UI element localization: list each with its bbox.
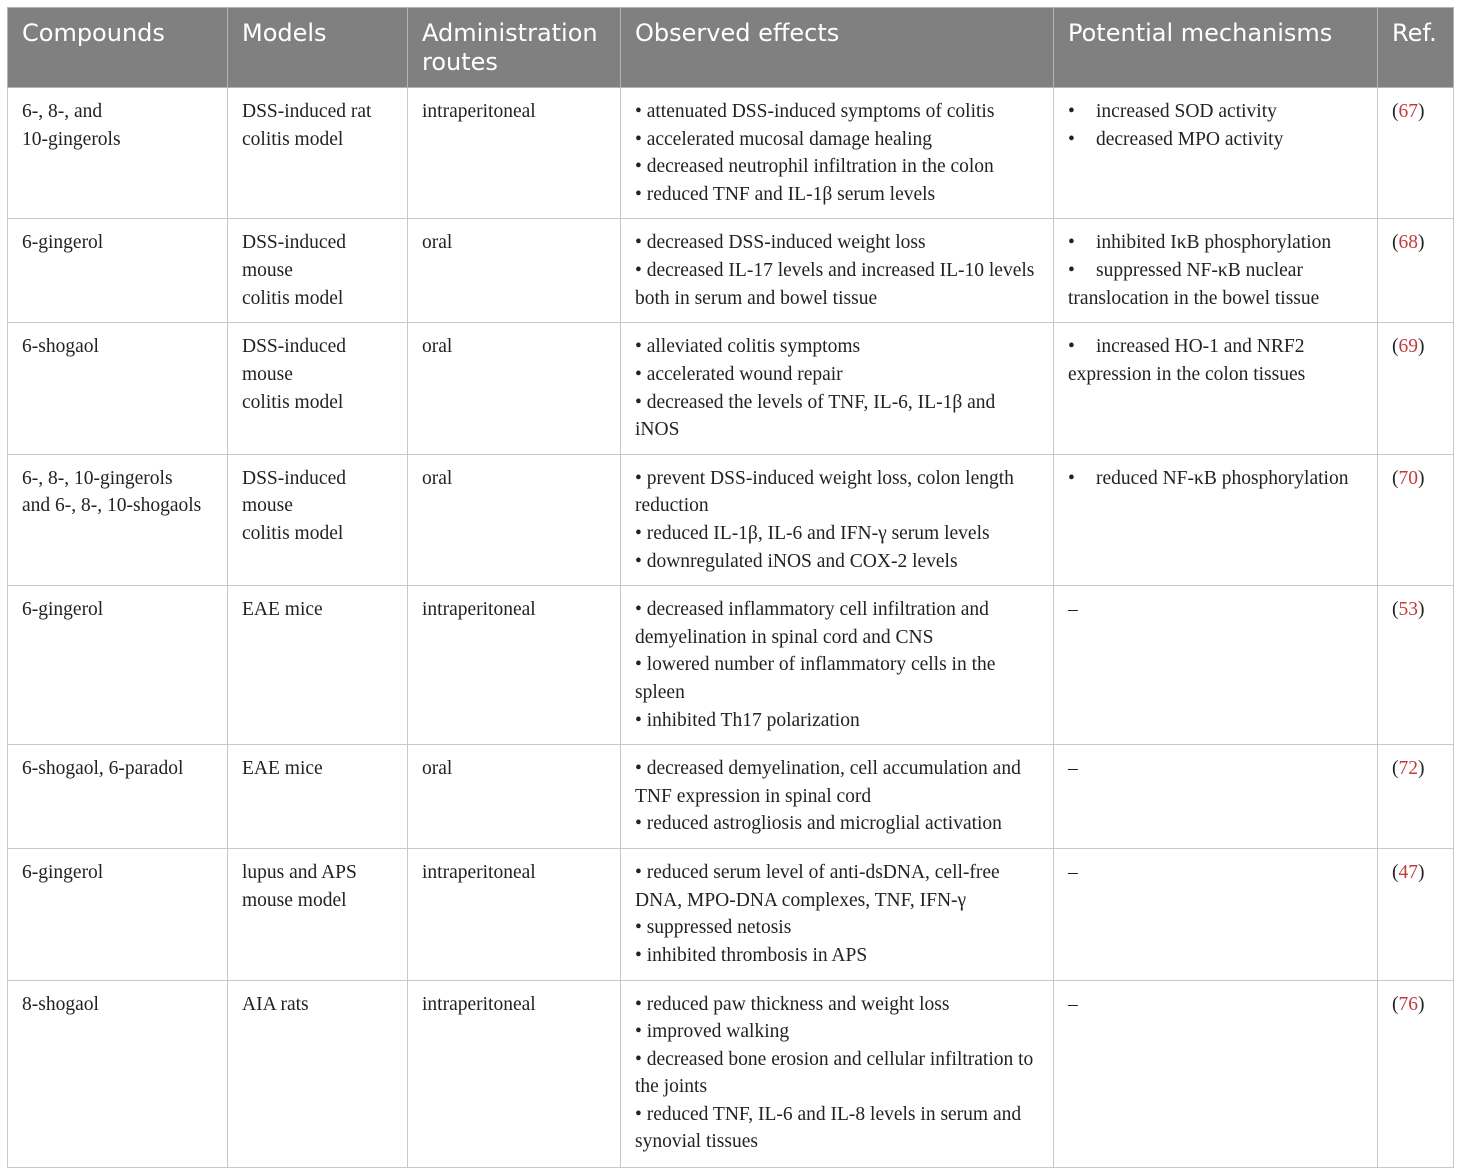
ref-cell — [1378, 980, 1454, 1167]
mechanism-item: • reduced NF-κB phosphorylation — [1068, 465, 1363, 493]
effects-cell — [621, 849, 1054, 980]
header-compounds: Compounds — [8, 8, 228, 88]
effect-item: • suppressed netosis — [635, 914, 1039, 942]
model-cell — [228, 745, 408, 849]
table-row — [8, 586, 1454, 745]
ref-citation: (76) — [1392, 993, 1425, 1015]
compound-text: 6-gingerol — [22, 232, 104, 254]
route-text: intraperitoneal — [422, 862, 536, 884]
effect-item: • reduced astrogliosis and microglial activation — [635, 810, 1039, 838]
model-cell — [228, 849, 408, 980]
ref-cell — [1378, 323, 1454, 454]
compound-cell — [8, 88, 228, 219]
mechanisms-cell — [1054, 323, 1378, 454]
effect-item: • accelerated mucosal damage healing — [635, 126, 1039, 154]
header-ref: Ref. — [1378, 8, 1454, 88]
ref-link[interactable]: 67 — [1398, 101, 1418, 122]
ref-cell — [1378, 849, 1454, 980]
compound-text: 6-shogaol, 6-paradol — [22, 758, 184, 780]
ref-cell — [1378, 745, 1454, 849]
mechanisms-cell — [1054, 219, 1378, 323]
ref-cell — [1378, 454, 1454, 585]
effect-item: • decreased inflammatory cell infiltration and demyelination in spinal cord and CNS — [635, 596, 1039, 651]
effects-cell — [621, 323, 1054, 454]
route-text: intraperitoneal — [422, 993, 536, 1015]
model-text: mouse — [242, 363, 293, 385]
compound-cell — [8, 323, 228, 454]
effect-item: • reduced TNF and IL-1β serum levels — [635, 181, 1039, 209]
model-cell — [228, 586, 408, 745]
ref-link[interactable]: 69 — [1398, 336, 1418, 358]
compound-text: 10-gingerols — [22, 128, 121, 150]
model-cell — [228, 323, 408, 454]
compound-text: 6-, 8-, and — [22, 101, 103, 122]
model-text: mouse — [242, 259, 293, 281]
header-models: Models — [228, 8, 408, 88]
ref-cell — [1378, 586, 1454, 745]
table-row — [8, 88, 1454, 219]
ref-cell — [1378, 219, 1454, 323]
ref-link[interactable]: 72 — [1398, 758, 1418, 780]
mechanism-dash: – — [1068, 599, 1078, 621]
effect-item: • decreased the levels of TNF, IL-6, IL-1β and iNOS — [635, 389, 1039, 444]
effect-item: • decreased demyelination, cell accumulation and TNF expression in spinal cord — [635, 755, 1039, 810]
route-cell — [408, 745, 621, 849]
mechanism-item: • increased HO-1 and NRF2 expression in the colon tissues — [1068, 333, 1363, 388]
effects-cell — [621, 219, 1054, 323]
ref-citation: (67) — [1392, 101, 1425, 122]
mechanisms-cell — [1054, 980, 1378, 1167]
table-row — [8, 219, 1454, 323]
mechanism-dash: – — [1068, 758, 1078, 780]
effect-item: • downregulated iNOS and COX-2 levels — [635, 548, 1039, 576]
ref-citation: (53) — [1392, 599, 1425, 621]
header-row — [8, 8, 1454, 88]
ref-citation: (69) — [1392, 336, 1425, 358]
compound-text: and 6-, 8-, 10-shogaols — [22, 495, 202, 517]
effect-item: • reduced serum level of anti-dsDNA, cell-free DNA, MPO-DNA complexes, TNF, IFN-γ — [635, 859, 1039, 914]
effect-item: • attenuated DSS-induced symptoms of colitis — [635, 98, 1039, 126]
compound-text: 6-shogaol — [22, 336, 99, 358]
model-text: lupus and APS — [242, 862, 357, 884]
ref-link[interactable]: 70 — [1398, 467, 1418, 489]
effect-item: • inhibited Th17 polarization — [635, 707, 1039, 735]
route-text: oral — [422, 758, 453, 780]
header-administration-routes: Administration routes — [408, 8, 621, 88]
effects-cell — [621, 745, 1054, 849]
route-text: oral — [422, 232, 453, 254]
model-text: EAE mice — [242, 599, 323, 621]
effect-item: • decreased IL-17 levels and increased IL-10 levels both in serum and bowel tissue — [635, 257, 1039, 312]
mechanism-item: • increased SOD activity — [1068, 98, 1363, 126]
route-text: intraperitoneal — [422, 599, 536, 621]
ref-link[interactable]: 47 — [1398, 862, 1418, 884]
compound-cell — [8, 219, 228, 323]
model-text: mouse — [242, 495, 293, 517]
model-text: AIA rats — [242, 993, 309, 1015]
model-text: DSS-induced — [242, 467, 346, 489]
effect-item: • reduced TNF, IL-6 and IL-8 levels in serum and synovial tissues — [635, 1101, 1039, 1156]
ref-citation: (47) — [1392, 862, 1425, 884]
effect-item: • inhibited thrombosis in APS — [635, 942, 1039, 970]
effect-item: • decreased DSS-induced weight loss — [635, 229, 1039, 257]
route-cell — [408, 454, 621, 585]
compound-cell — [8, 849, 228, 980]
compound-cell — [8, 980, 228, 1167]
effect-item: • reduced IL-1β, IL-6 and IFN-γ serum levels — [635, 520, 1039, 548]
effect-item: • decreased bone erosion and cellular infiltration to the joints — [635, 1046, 1039, 1101]
table-row — [8, 454, 1454, 585]
ref-cell — [1378, 88, 1454, 219]
effect-item: • reduced paw thickness and weight loss — [635, 991, 1039, 1019]
model-cell — [228, 88, 408, 219]
ref-citation: (72) — [1392, 758, 1425, 780]
model-text: DSS-induced rat — [242, 101, 372, 122]
compound-text: 6-gingerol — [22, 862, 104, 884]
ref-citation: (70) — [1392, 467, 1425, 489]
mechanisms-cell — [1054, 88, 1378, 219]
compound-text: 6-gingerol — [22, 599, 104, 621]
route-cell — [408, 980, 621, 1167]
model-text: colitis model — [242, 522, 344, 544]
effect-item: • decreased neutrophil infiltration in the colon — [635, 153, 1039, 181]
effects-cell — [621, 88, 1054, 219]
effect-item: • accelerated wound repair — [635, 361, 1039, 389]
effect-item: • alleviated colitis symptoms — [635, 333, 1039, 361]
compound-cell — [8, 745, 228, 849]
model-text: EAE mice — [242, 758, 323, 780]
table-row — [8, 980, 1454, 1167]
compound-text: 8-shogaol — [22, 993, 99, 1015]
route-cell — [408, 586, 621, 745]
ref-link[interactable]: 76 — [1398, 993, 1418, 1015]
table-row — [8, 745, 1454, 849]
effects-cell — [621, 586, 1054, 745]
header-potential-mechanisms: Potential mechanisms — [1054, 8, 1378, 88]
effects-cell — [621, 980, 1054, 1167]
table-row — [8, 323, 1454, 454]
mechanisms-cell — [1054, 454, 1378, 585]
mechanism-item: • inhibited IκB phosphorylation — [1068, 229, 1363, 257]
compound-cell — [8, 454, 228, 585]
data-table — [7, 7, 1454, 1168]
compound-text: 6-, 8-, 10-gingerols — [22, 467, 173, 489]
model-cell — [228, 219, 408, 323]
compound-cell — [8, 586, 228, 745]
route-text: oral — [422, 467, 453, 489]
route-text: intraperitoneal — [422, 101, 536, 122]
table-row — [8, 849, 1454, 980]
mechanism-dash: – — [1068, 993, 1078, 1015]
mechanism-item: • decreased MPO activity — [1068, 126, 1363, 154]
mechanism-dash: – — [1068, 862, 1078, 884]
model-text: colitis model — [242, 391, 344, 413]
model-text: colitis model — [242, 128, 344, 150]
route-cell — [408, 323, 621, 454]
route-cell — [408, 849, 621, 980]
ref-link[interactable]: 53 — [1398, 599, 1418, 621]
effect-item: • improved walking — [635, 1018, 1039, 1046]
effect-item: • lowered number of inflammatory cells in the spleen — [635, 651, 1039, 706]
mechanisms-cell — [1054, 849, 1378, 980]
model-text: DSS-induced — [242, 232, 346, 254]
effect-item: • prevent DSS-induced weight loss, colon length reduction — [635, 465, 1039, 520]
model-text: mouse model — [242, 889, 347, 911]
mechanisms-cell — [1054, 745, 1378, 849]
model-cell — [228, 980, 408, 1167]
header-observed-effects: Observed effects — [621, 8, 1054, 88]
model-text: DSS-induced — [242, 336, 346, 358]
mechanism-item: • suppressed NF-κB nuclear translocation in the bowel tissue — [1068, 257, 1363, 312]
ref-link[interactable]: 68 — [1398, 232, 1418, 254]
mechanisms-cell — [1054, 586, 1378, 745]
route-text: oral — [422, 336, 453, 358]
model-text: colitis model — [242, 287, 344, 309]
ref-citation: (68) — [1392, 232, 1425, 254]
route-cell — [408, 219, 621, 323]
model-cell — [228, 454, 408, 585]
effects-cell — [621, 454, 1054, 585]
route-cell — [408, 88, 621, 219]
